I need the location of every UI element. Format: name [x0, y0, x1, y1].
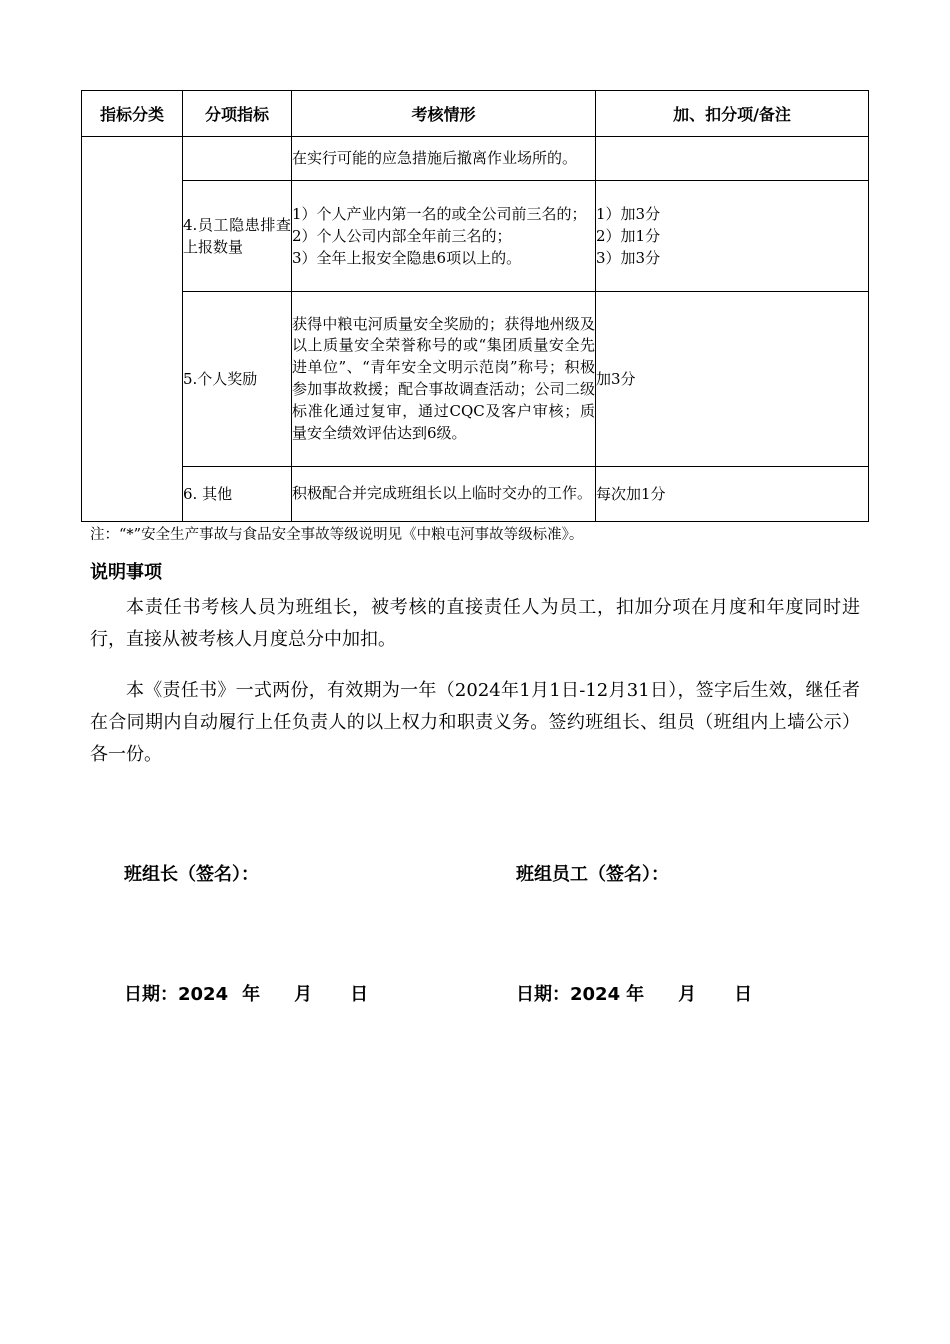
note-cell: [596, 137, 869, 181]
note-line: 1）加3分: [596, 205, 661, 223]
header-criteria: 考核情形: [292, 91, 596, 137]
table-row: [82, 467, 869, 522]
employee-date: [516, 980, 752, 1006]
leader-signature-label: 班组长（签名）：: [124, 864, 259, 885]
leader-date: [124, 980, 368, 1006]
indicator-cell: [183, 137, 292, 181]
criteria-cell: 在实行可能的应急措施后撤离作业场所的。: [292, 137, 596, 181]
year-unit: 年: [626, 984, 645, 1005]
criteria-cell: [292, 181, 596, 292]
header-category: 指标分类: [82, 91, 183, 137]
month-unit: 月: [678, 984, 697, 1005]
note-cell: 每次加1分: [596, 467, 869, 522]
date-prefix: 日期：2024: [516, 984, 621, 1005]
indicator-cell: 4.员工隐患排查上报数量: [183, 181, 292, 292]
note-line: 3）加3分: [596, 249, 661, 267]
header-score-note: 加、扣分项/备注: [596, 91, 869, 137]
table-row: [82, 181, 869, 292]
criteria-line: 1）个人产业内第一名的或全公司前三名的；: [292, 205, 587, 223]
note-cell: [596, 181, 869, 292]
header-sub-indicator: 分项指标: [183, 91, 292, 137]
month-unit: 月: [294, 984, 313, 1005]
day-unit: 日: [350, 984, 369, 1005]
indicator-cell: 5.个人奖励: [183, 292, 292, 467]
criteria-line: 3）全年上报安全隐患6项以上的。: [292, 249, 522, 267]
table-header-row: [82, 91, 869, 137]
criteria-cell: 积极配合并完成班组长以上临时交办的工作。: [292, 467, 596, 522]
day-unit: 日: [734, 984, 753, 1005]
year-unit: 年: [242, 984, 261, 1005]
footnote: 注：“*”安全生产事故与食品安全事故等级说明见《中粮屯河事故等级标准》。: [90, 527, 584, 543]
paragraph: 本《责任书》一式两份，有效期为一年（2024年1月1日-12月31日），签字后生效，继任者在合同期内自动履行上任负责人的以上权力和职责义务。签约班组长、组员（班组内上墙公示）各一份。: [90, 680, 860, 765]
employee-signature-label: 班组员工（签名）：: [516, 864, 669, 885]
paragraph: 本责任书考核人员为班组长，被考核的直接责任人为员工，扣加分项在月度和年度同时进行，直接从被考核人月度总分中加扣。: [90, 597, 860, 650]
table-row: [82, 137, 869, 181]
section-title: 说明事项: [90, 562, 162, 583]
assessment-table: [81, 90, 869, 522]
category-cell: [82, 137, 183, 522]
table-row: [82, 292, 869, 467]
note-cell: 加3分: [596, 292, 869, 467]
note-line: 2）加1分: [596, 227, 661, 245]
indicator-cell: 6. 其他: [183, 467, 292, 522]
criteria-cell: 获得中粮屯河质量安全奖励的；获得地州级及以上质量安全荣誉称号的或“集团质量安全先进单位”、“青年安全文明示范岗”称号；积极参加事故救援；配合事故调查活动；公司二级标准化通过复审，通过CQC及客户审核；质量安全绩效评估达到6级。: [292, 292, 596, 467]
criteria-line: 2）个人公司内部全年前三名的；: [292, 227, 512, 245]
date-prefix: 日期：2024: [124, 984, 229, 1005]
